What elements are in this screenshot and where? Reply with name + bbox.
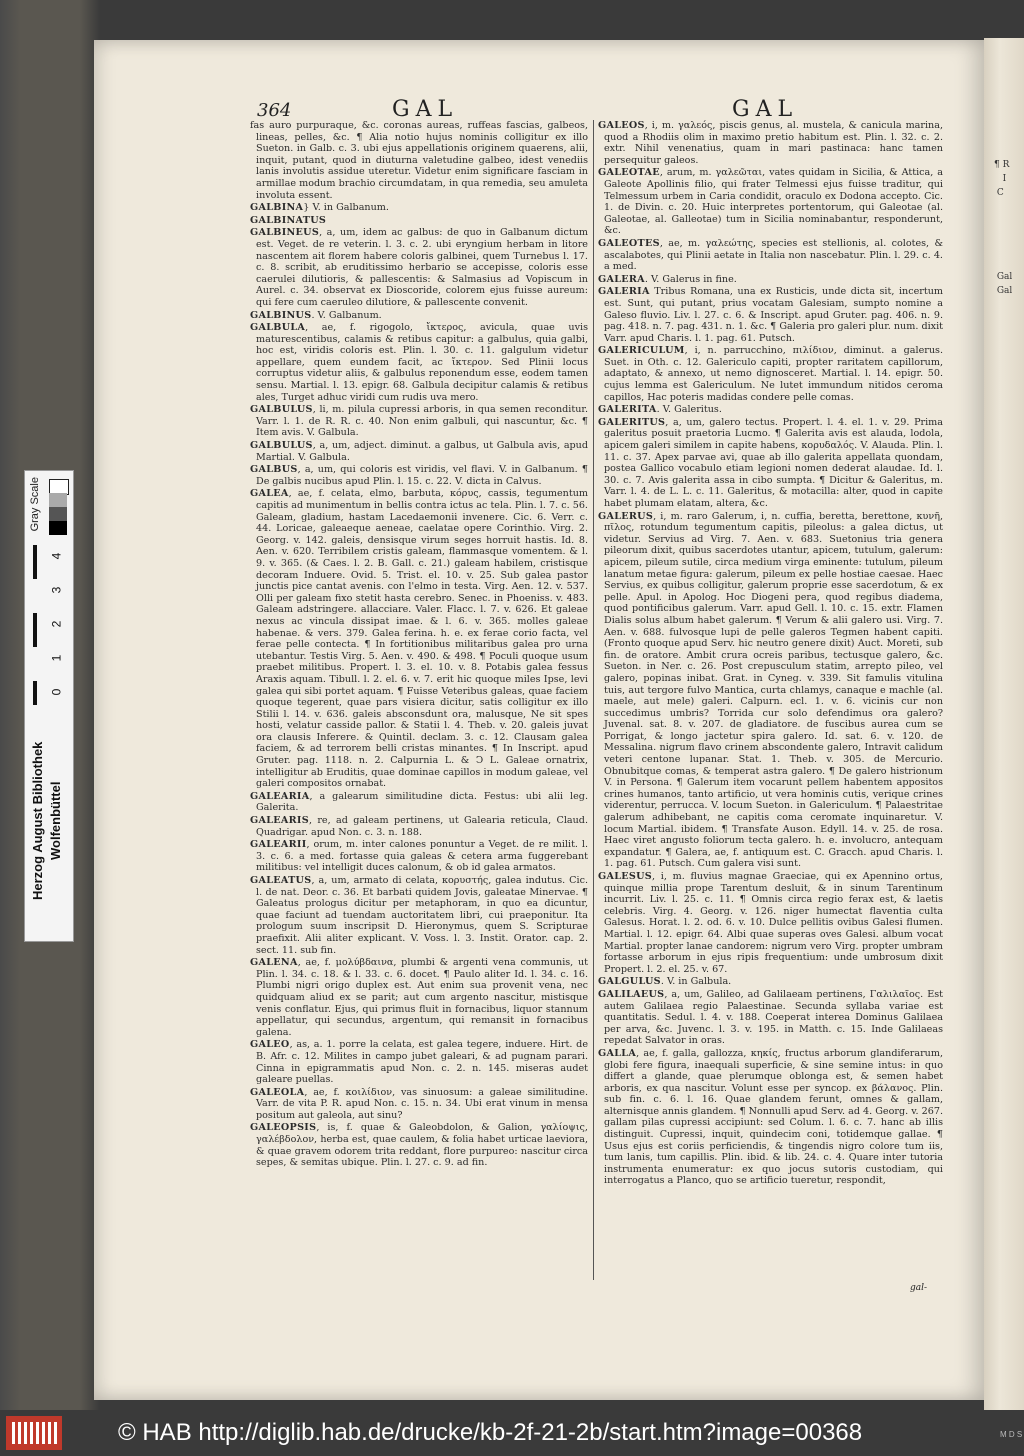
library-name [29,711,69,931]
entry-headword: GALILAEUS [598,988,665,1000]
entry-text: , a, um, qui coloris est viridis, vel flavi. V. in Galbanum. ¶ De galbis nucibus apud Plin. l. 15. c. 22. V. dicta in Calvus. [256,464,588,487]
dictionary-entry [250,310,588,322]
entry-headword: GALERUS [598,510,654,522]
dictionary-entry [598,417,943,510]
column-divider [593,120,594,1280]
entry-text: . V. Galbanum. [311,309,382,321]
entry-headword: GALEOTES [598,237,660,249]
entry-text: , li, m. pilula cupressi arboris, in qua semen reconditur. Varr. l. 1. de R. R. c. 40. Non enim galbuli, qui nascuntur, &c. ¶ Item avis. V. Galbula. [256,404,588,439]
dictionary-entry [598,1048,943,1187]
entry-headword: GALEOTAE [598,167,660,179]
entry-headword: GALEOLA [250,1086,305,1098]
footer-mark: M D S [1000,1430,1023,1439]
entry-headword: GALESUS [598,871,653,882]
right-column [598,120,943,1188]
ruler-bar [33,681,37,705]
entry-text: , a, um, adject. diminut. a galbus, ut Galbula avis, apud Martial. V. Galbula. [256,440,588,463]
library-strip [24,470,74,942]
entry-text: , arum, m. γαλεῶται, vates quidam in Sicilia, & Attica, a Galeote Apollinis filio, qui frater Telmessi ejus fuisse traditur, qui Telmessum urbem in Caria condidit, oraculo ex Dodona accepto. Cic. 1. de Divin. c. 20. Huic interpretes portentorum, qui Galeotae (al. Galeotae, al. Galleotae) tum in Sicilia nominabantur, responderunt, &c. [604,167,943,237]
ruler [27,545,69,705]
entry-text: , a, um, armato di celata, κορυστής, galea indutus. Cic. l. de nat. Deor. c. 36. Et barbati quidem Jovis, galeatae Minervae. ¶ Galeatus prologus dicitur per metaphoram, in quo ea dicuntur, quae faciunt ad tuendam auctoritatem libri, cui praeponitur. Ita prologum suum inscripsit D. Hieronymus, quem S. Scripturae praefixit. Alii aliter explicant. V. Voss. l. 3. Instit. Orator. cap. 2. sect. 11. sub fin. [256,875,588,956]
entry-headword: GALEARII [250,839,307,851]
facing-page-edge [984,38,1024,1410]
dictionary-entry [598,976,943,988]
entry-text: , ae, f. rigogolo, ἴκτερος, avicula, quae uvis maturescentibus, calamis & retibus capitur: a galbulus, quia galbi, hoc est, viridis coloris est. Plin. l. 30. c. 11. galgulum videtur appellare, quem eundem facit, ac ἴκτερον. Sed Plinii locus corruptus videtur aliis, & galbulus reponendum esse, eodem tamen sensu. Martial. l. 13. epigr. 68. Galbula decipitur calamis & retibus ales, Turget adhuc viridi cum rudis uva mero. [256,322,588,403]
entry-headword: GALBINA [250,202,304,214]
dictionary-entry [250,488,588,789]
dictionary-entry [598,989,943,1047]
entry-headword: GALGULUS [598,976,661,988]
entry-text: , is, f. quae & Galeobdolon, & Galion, γαλίοψις, γαλέβδολον, herba est, quae caulem, & folia habet urticae laeviora, & quae gravem odorem trita reddant, flore purpureo: nascitur circa sepes, & semitas ubique. Plin. l. 27. c. 9. ad fin. [256,1122,588,1169]
catchword: gal- [910,1283,928,1293]
entry-headword: GALERIA [598,286,650,298]
left-column [250,120,588,1170]
facing-page-text: ¶ R I C Gal Gal [994,160,1013,296]
dictionary-entry [598,404,943,416]
dictionary-entry [250,120,588,201]
dictionary-entry [250,227,588,308]
entry-headword: GALBINUS [250,309,312,321]
ruler-number: 0 [49,688,64,696]
ruler-bar [33,545,37,579]
entry-text: , a, um, Galileo, ad Galilaeam pertinens, Γαλιλαῖος. Est autem Galilaea regio Palaestinae. Secunda syllaba variae est quantitatis. Sedul. l. 4. v. 188. Coeperat interea Dominus Galilaea per arva, &c. Juvenc. l. 3. v. 195. in Matth. c. 15. Inde Galilaeas repedat Salvator in oras. [604,988,943,1047]
library-name-line: Herzog August Bibliothek [30,741,45,901]
hab-logo-icon [6,1416,62,1450]
dictionary-entry [250,202,588,214]
dictionary-entry [598,286,943,344]
entry-headword: GALEARIS [250,815,309,827]
running-header-left: GAL [392,97,459,122]
footer-copyright-link[interactable]: © HAB http://diglib.hab.de/drucke/kb-2f-21-2b/start.htm?image=00368 [118,1419,863,1446]
dictionary-entry [598,345,943,403]
gray-scale-swatch [49,493,67,507]
ruler-number: 3 [49,586,64,594]
entry-text: , ae, m. γαλεώτης, species est stellionis, al. colotes, & ascalabotes, qui Plinii aetate in Italia non nascebatur. Plin. l. 29. c. 4. a med. [604,237,943,273]
dictionary-entry [250,875,588,956]
dictionary-entry [250,839,588,874]
ruler-number: 2 [49,620,64,628]
entry-text: , ae, f. celata, elmo, barbuta, κόρυς, cassis, tegumentum capitis ad munimentum in bellis contra ictus ac tela. Plin. l. 7. c. 56. Galeam, gladium, hastam Lacedaemonii invenere. Cic. 6. Verr. c. 44. Loricae, galeaeque aeneae, caelatae opere Corinthio. Virg. 2. Georg. v. 142. galeis, densisque virum seges horruit hastis. Id. 8. Aen. v. 620. Terribilem cristis galeam, flammasque vomentem. & l. 9. v. 365. (& Caes. l. 2. B. Gall. c. 21.) galeam habilem, cristisque decoram Induere. Ovid. 5. Trist. el. 10. v. 25. Sub galea pastor junctis pice cantat avenis. con l'elmo in testa. Virg. Aen. 12. v. 537. Olli per galeam fixo stetit hasta cerebro. Senec. in Phoeniss. v. 483. Galeam adstringere. allacciare. Valer. Flacc. l. 7. v. 626. Et galeae nexus ac vincula dissipat imae. & l. 6. v. 365. molles galeae habenae. & vers. 379. Galea ferina. h. e. ex ferae corio facta, vel ferae pelle contecta. ¶ In fortitionibus militaribus galea pro urna utebantur. Testis Virg. 5. Aen. v. 490. & 498. ¶ Poculi quoque usum praebet militibus. Propert. l. 3. el. 10. v. 8. Potabis galea fessus Araxis aquam. Tibull. l. 2. el. 6. v. 7. erit hic quoque miles Ipse, levi galea qui sibi portet aquam. ¶ Fuisse Veteribus galeas, quae faciem quoque tegerent, quae pars visiera dicitur, satis colligitur ex illo Stilii l. 14. v. 636. galeis absconsdunt ora, malusque, Ne sit spes hosti, velatur casside pallor. & Statii l. 4. Theb. v. 20. galeis juvat ora clausis Inferere. & Quintil. declam. 3. c. 12. Clausam galea faciem, & ad terrorem belli cristas minantes. ¶ In Inscript. apud Gruter. pag. 1118. n. 2. Calpurnia L. & Ↄ L. Galeae ornatrix, intelligitur ab Eruditis, quae dominae capillos in modum galeae, vel galeri compositos ornabat. [256,488,588,790]
dictionary-entry [250,1122,588,1168]
entry-headword: GALEA [250,488,289,500]
entry-text: , a, um, galero tectus. Propert. l. 4. el. 1. v. 29. Prima galeritus posuit praetoria Lucmo. ¶ Galerita avis est alauda, lodola, apicem galeri similem in capite habens, κορυδαλός. V. Alauda. Plin. l. 11. c. 37. Apex parvae avi, quae ab illo galerita appellata quondam, postea Gallico vocabulo etiam legioni nomen dederat alaudae. Id. l. 30. c. 7. Avis galerita assa in cibo sumpta. ¶ Dicitur & Galeritus, m. Varr. l. 4. de L. L. c. 11. Galeritus, & motacilla: alter, quod in capite habet plumam elatam, altera, &c. [604,416,943,509]
entry-text: , re, ad galeam pertinens, ut Galearia reticula, Claud. Quadrigar. apud Non. c. 3. n. 188. [256,815,588,838]
entry-text: , i, n. parrucchino, πιλίδιον, diminut. a galerus. Suet. in Oth. c. 12. Galericulo capiti, propter raritatem capillorum, adaptato, & annexo, ut nemo dignosceret. Martial. l. 14. epigr. 50. cujus lemma est Galericulum. Ne lutet immundum nitidos ceroma capillos, Hac poteris madidas condere pelle comas. [604,345,943,403]
entry-headword: GALERA [598,273,645,285]
gray-scale-swatch [49,521,67,535]
dictionary-entry [250,322,588,403]
dictionary-entry [250,1087,588,1122]
entry-text: , ae, f. μολύβδαινα, plumbi & argenti vena communis, ut Plin. l. 34. c. 18. & l. 33. c. 6. docet. ¶ Paulo aliter Id. l. 34. c. 16. Plumbi nigri origo duplex est. Aut enim sua provenit vena, nec quidquam aliud ex se parit; aut cum argento nascitur, mistisque venis conflatur. Ejus, qui primus fluit in fornacibus, liquor stannum appellatur, qui secundus, argentum, qui remansit in fornacibus galena. [256,957,588,1038]
ruler-bar [33,613,37,647]
footer-bar [0,1410,1024,1456]
entry-text: } V. in Galbanum. [303,202,389,214]
ruler-number: 1 [49,654,64,662]
gray-scale [27,477,69,537]
entry-text: , as, a. 1. porre la celata, est galea tegere, induere. Hirt. de B. Afr. c. 12. Milites in campo jubet galeari, & ad pugnam parari. Cinna in epigrammatis apud Non. c. 2. n. 145. miseras audet galeare puellas. [256,1039,588,1086]
entry-text: . V. Galerus in fine. [644,273,737,285]
entry-text: . V. in Galbula. [660,976,732,988]
running-header-right: GAL [732,97,799,122]
dictionary-entry [598,167,943,237]
entry-text: fas auro purpuraque, &c. coronas aureas, ruffeas fascias, galbeos, lineas, pelles, &c. ¶ Alia notio hujus nominis colligitur ex illo Sueton. in Galb. c. 3. ubi ejus appellationis originem quaerens, alii, inquit, putant, quod in diuturna valetudine galbeo, idest venediis lanis involutis assidue uteretur. Videtur enim significare fasciam in armillae modum brachio circumdatam, in qua remedia, seu amuleta involuta essent. [250,120,588,201]
entry-headword: GALERITUS [598,416,666,428]
dictionary-entry [250,404,588,439]
entry-text: , i, m. fluvius magnae Graeciae, qui ex Apennino ortus, quinque millia prope Tarentum desluit, & in sinum Tarentinum incurrit. Liv. l. 25. c. 11. ¶ Omnis circa regio ferax est, & laetis celebris. Virg. 4. Georg. v. 126. niger humectat flaventia culta Galesus. Horat. l. 2. od. 6. v. 10. Dulce pellitis ovibus Galesi flumen. Martial. l. 12. epigr. 64. Albi quae superas oves Galesi. album vocat Martial. propter lanae candorem: nigrum vero Virg. propter umbram fortasse arborum in ejus ripis frequentium: unde umbrosum dixit Propert. l. 2. el. 25. v. 67. [604,871,943,975]
ruler-number: 4 [49,552,64,560]
entry-headword: GALENA [250,957,298,969]
entry-headword: GALBULA [250,322,306,334]
entry-headword: GALEARIA [250,790,310,802]
dictionary-entry [598,120,943,166]
entry-headword: GALEATUS [250,875,312,886]
entry-text: , ae, f. galla, gallozza, κηκίς, fructus arborum glandiferarum, globi fere figura, inaequali superficie, & sine semine intus: in quo differt a glande, quae plerumque oblonga est, & semen habet arboris, ex qua nascitur. Volunt esse per syncop. ex βάλανος. Plin. sub fin. c. 6. l. 16. Quae glandem ferunt, omnes & gallam, alternisque annis glandem. ¶ Nonnulli apud Serv. ad 4. Georg. v. 267. gallam pilas cupressi accipiunt: sed Colum. l. 6. c. 7. hanc ab illis distinguit. Cupressi, inquit, quindecim coni, totidemque gallae. ¶ Usus ejus est coriis perficiendis, & tingendis nigro colore tum iis, tum lanis, tum capillis. Plin. ibid. & lib. 24. c. 4. Quare inter tutoria instrumenta enumeratur: ex quo jocus sutoris custodiam, qui interrogatus a Planco, quo se artificio tueretur, respondit, [604,1047,943,1187]
dictionary-entry [250,791,588,814]
dictionary-entry [598,871,943,975]
dictionary-entry [250,815,588,838]
entry-text: , i, m. γαλεός, piscis genus, al. mustela, & canicula marina, quod a Rhodiis olim in maximo pretio habitum est. Plin. l. 32. c. 2. extr. Nihil venenatius, quam in mari pastinaca: hanc tamen persequitur galeos. [604,120,943,166]
dictionary-entry [598,274,943,286]
entry-text: Tribus Romana, una ex Rusticis, unde dicta sit, incertum est. Sunt, qui putant, prius vocatam Galesiam, sumpto nomine a Galeso fluvio. Liv. l. 27. c. 6. & Inscript. apud Gruter. pag. 406. n. 9. pag. 418. n. 7. pag. 431. n. 1. &c. ¶ Galeria pro galeri plur. num. dixit Varr. apud Charis. l. 1. pag. 61. Putsch. [604,286,943,344]
library-name-line: Wolfenbüttel [48,781,63,861]
entry-headword: GALBINEUS [250,227,320,239]
entry-headword: GALERITA [598,404,657,416]
dictionary-entry [598,238,943,273]
entry-headword: GALEO [250,1039,290,1051]
entry-text: , orum, m. inter calones ponuntur a Veget. de re milit. l. 3. c. 6. a med. fortasse quia galeas & cetera arma fuggerebant militibus: vel intelligit duces calonum, & ob id galea armatos. [256,839,588,874]
dictionary-entry [598,511,943,870]
entry-text: , a, um, idem ac galbus: de quo in Galbanum dictum est. Veget. de re veterin. l. 3. c. 2. ubi eryngium herbam in litore nascentem ait florem habere coloris galbinei, quem Turnebus l. 17. c. 8. scribit, ab eruditissimo herbario se accepisse, coloris esse caerulei dilutioris, & pallescentis: & Salmasius ad Vopiscum in Aurel. c. 34. observat ex Dioscoride, colorem ejus fuisse aureum: qui fere cum caeruleo dilutiore, & pallescente convenit. [256,227,588,308]
entry-headword: GALLA [598,1047,637,1059]
entry-text: , i, m. raro Galerum, i, n. cuffia, beretta, berettone, κυνῆ, πῖλος, rotundum tegumentum capitis, pileolus: a galea dictus, ut videtur. Servius ad Virg. 7. Aen. v. 683. Suetonius tria genera pileorum dixit, quibus sacerdotes utantur, apicem, tutulum, galerum: apicem, pileum sutile, circa medium virga eminente: tutulum, pileum lanatum metae figura: galerum, pileum ex pelle hostiae caesae. Haec Servius, ex quibus colligitur, galerum proprie esse sacerdotum, & ex pelle. Apul. in Apolog. Hoc Diogeni pera, quod regibus diadema, quod pontificibus galerum. Varr. apud Gell. l. 10. c. 15. extr. Flamen Dialis solus album habet galerum. ¶ Verum & alii galero usi. Virg. 7. Aen. v. 688. fulvosque lupi de pelle galeros Tegmen habent capiti. (Fronto quoque apud Serv. hic neutro genere dixit) Auct. Moreti, sub fin. de oratore. Ambit crura ocreis paribus, tectusque galero, &c. Sueton. in Ner. c. 26. Post crepusculum statim, arrepto pileo, vel galero, popinas inibat. Grat. in Cyneg. v. 339. Sit famulis vitulina tuis, aut tergore fulvo Mantica, curta chlamys, canaque e machle (al. maele, aut mele) galeri. Calpurn. ecl. 1. v. 6. vicinis cur non succedimus umbris? Torrida cur solo defendimus ora galero? Juvenal. sat. 8. v. 207. de gladiatore. de fuscibus aurea cum se Porrigat, & longo jactetur spira galero. Id. sat. 6. v. 120. de Messalina. nigrum flavo crinem abscondente galero, Intravit calidum veteri centone lupanar. Stat. 1. Theb. v. 305. de Mercurio. Obnubitque comas, & temperat astra galero. ¶ De galero histrionum V. in Persona. ¶ Galerum item vocarunt pellem habentem appositos crines humanos, tanto artificio, ut vera hominis cutis, verique crines viderentur, perrucca. V. locum Sueton. in Galericulum. ¶ Palaestritae galerum adhibebant, ne capitis coma ceromate inquinaretur. V. locum Martial. ibidem. ¶ Transfate Auson. Edyll. 14. v. 25. de rosa. Haec viret angusto foliorum tecta galero. h. e. involucro, antequam expandatur. ¶ Galera, ae, f. antiquum est. C. Gracch. apud Charis. l. 1. pag. 61. Putsch. Cum galera visi sunt. [604,510,943,870]
entry-text: , a galearum similitudine dicta. Festus: ubi alii leg. Galerita. [256,790,588,814]
dictionary-entry [250,957,588,1038]
dictionary-entry [250,1039,588,1085]
gray-scale-label: Gray Scale [29,477,41,532]
entry-headword: GALERICULUM [598,345,685,357]
entry-headword: GALBULUS [250,404,313,416]
entry-text: . V. Galeritus. [656,404,722,416]
dictionary-entry [250,215,588,227]
page-number: 364 [257,100,292,121]
dictionary-entry [250,464,588,487]
gray-scale-swatch [49,507,67,521]
entry-text: , ae, f. κοιλίδιον, vas sinuosum: a galeae similitudine. Varr. de vita P. R. apud Non. c. 15. n. 34. Ubi erat vinum in mensa positum aut galeola, aut sinu? [256,1086,588,1121]
entry-headword: GALBULUS [250,440,313,452]
entry-headword: GALEOPSIS [250,1122,317,1134]
entry-headword: GALEOS [598,120,645,131]
entry-headword: GALBUS [250,464,298,476]
dictionary-entry [250,440,588,463]
entry-headword: GALBINATUS [250,214,327,226]
